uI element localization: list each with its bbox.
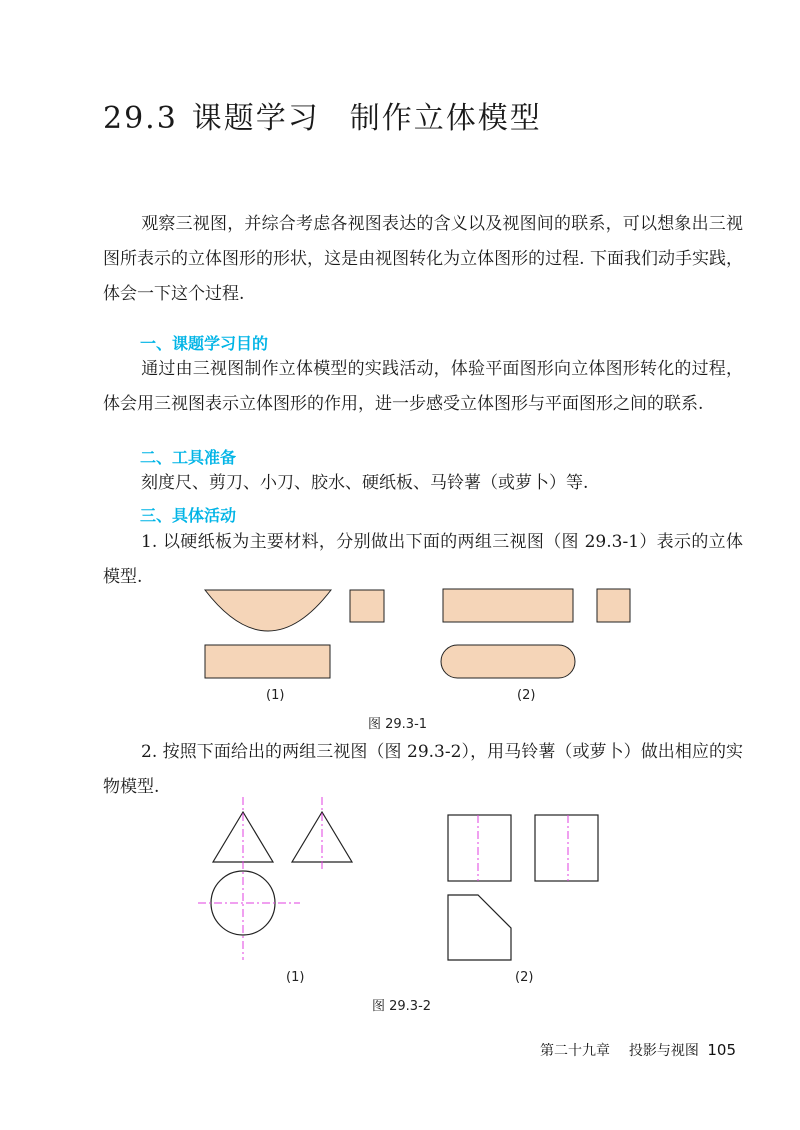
footer-topic: 投影与视图: [628, 1043, 699, 1059]
tools-text: 刻度尺、剪刀、小刀、胶水、硬纸板、马铃薯（或萝卜）等.: [141, 473, 589, 493]
heading-tools: 二、工具准备: [140, 448, 237, 467]
fig2-2-side-view-square: [535, 815, 598, 881]
activity-1-text: 1. 以硬纸板为主要材料，分别做出下面的两组三视图（图 29.3-1）表示的立体模型.: [103, 532, 743, 587]
fig2-label-1: (1): [286, 970, 305, 985]
fig2-2-top-view-pentagon: [448, 895, 511, 960]
fig1-caption: 图 29.3-1: [368, 717, 428, 732]
heading-activities: 三、具体活动: [140, 506, 237, 525]
fig2-label-2: (2): [515, 970, 534, 985]
section-number: 29.3: [103, 101, 178, 136]
fig1-label-2: (2): [517, 688, 536, 703]
fig1-label-1: (1): [266, 688, 285, 703]
section-title-b: 制作立体模型: [349, 101, 542, 136]
footer-chapter: 第二十九章: [540, 1043, 610, 1059]
page-footer: [540, 1040, 736, 1060]
section-title-a: 课题学习: [191, 101, 320, 136]
fig2-2-front-view-square: [448, 815, 511, 881]
activity-2-text: 2. 按照下面给出的两组三视图（图 29.3-2），用马铃薯（或萝卜）做出相应的实物模型.: [103, 742, 743, 797]
purpose-text: 通过由三视图制作立体模型的实践活动，体验平面图形向立体图形转化的过程，体会用三视图表示立体图形的作用，进一步感受立体图形与平面图形之间的联系.: [103, 359, 743, 414]
page-number: 105: [707, 1041, 736, 1059]
intro-text: 观察三视图，并综合考虑各视图表达的含义以及视图间的联系，可以想象出三视图所表示的立体图形的形状，这是由视图转化为立体图形的过程. 下面我们动手实践，体会一下这个过程.: [103, 214, 743, 304]
heading-purpose: 一、课题学习目的: [140, 334, 269, 353]
fig2-caption: 图 29.3-2: [372, 999, 432, 1014]
